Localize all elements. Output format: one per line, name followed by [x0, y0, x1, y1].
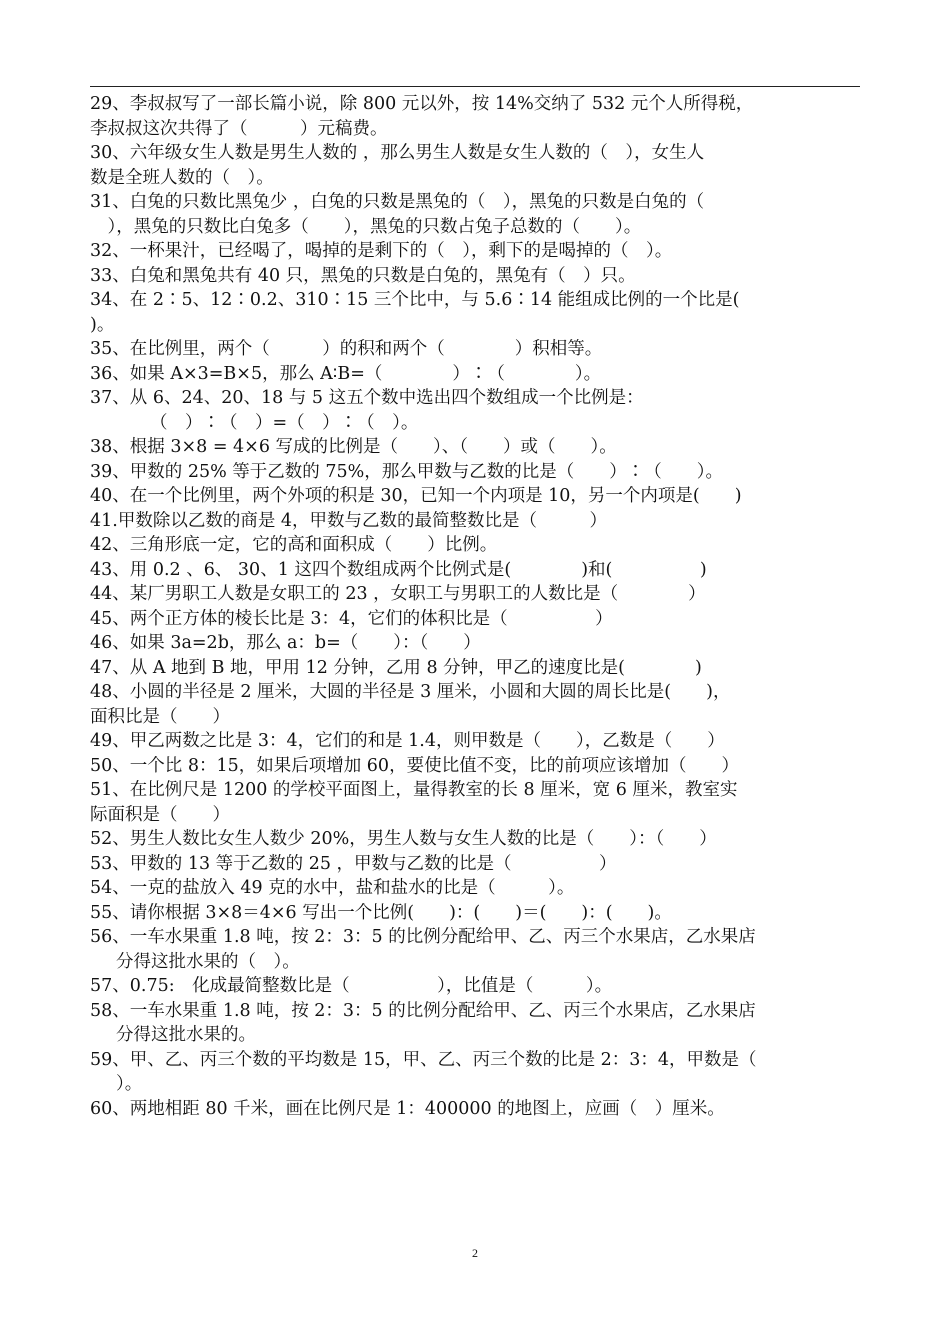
question-38: 38、根据 3×8 = 4×6 写成的比例是（ ）、（ ）或（ ）。 [90, 437, 617, 457]
header-rule [90, 86, 860, 87]
question-47: 47、从 A 地到 B 地，甲用 12 分钟，乙用 8 分钟，甲乙的速度比是( ) [90, 657, 702, 678]
question-46: 46、如果 3a=2b，那么 a：b=（ ）：（ ） [90, 633, 481, 653]
question-34: 34、在 2∶5、12∶0.2、310∶15 三个比中，与 5.6∶14 能组成比例的一个比是( )。 [90, 290, 740, 335]
question-45: 45、两个正方体的棱长比是 3：4，它们的体积比是（ ） [90, 608, 613, 629]
question-36: 36、如果 A×3=B×5，那么 A∶B=（ ）∶（ ）。 [90, 363, 602, 384]
question-55: 55、请你根据 3×8＝4×6 写出一个比例( )：( )＝( )：( )。 [90, 902, 672, 923]
question-51: 51、在比例尺是 1200 的学校平面图上，量得教室的长 8 厘米，宽 6 厘米，教室实 际面积是（ ） [90, 780, 738, 825]
question-list [90, 92, 865, 1121]
question-35: 35、在比例里，两个（ ）的积和两个（ ）积相等。 [90, 339, 603, 359]
question-32: 32、一杯果汁，已经喝了，喝掉的是剩下的（ ），剩下的是喝掉的（ ）。 [90, 241, 673, 261]
question-52: 52、男生人数比女生人数少 20%，男生人数与女生人数的比是（ ）：（ ） [90, 829, 717, 849]
question-50: 50、一个比 8：15，如果后项增加 60，要使比值不变，比的前项应该增加（ ） [90, 755, 740, 776]
question-54: 54、一克的盐放入 49 克的水中，盐和盐水的比是（ ）。 [90, 878, 575, 898]
question-44: 44、某厂男职工人数是女职工的 23 ，女职工与男职工的人数比是（ ） [90, 584, 706, 604]
question-58: 58、一车水果重 1.8 吨，按 2：3：5 的比例分配给甲、乙、丙三个水果店，乙水果店 分得这批水果的。 [90, 1000, 756, 1045]
question-33: 33、白兔和黑兔共有 40 只，黑兔的只数是白兔的，黑兔有（ ）只。 [90, 265, 636, 286]
question-57: 57、0.75: 化成最简整数比是（ ），比值是（ ）。 [90, 976, 613, 996]
question-60: 60、两地相距 80 千米，画在比例尺是 1：400000 的地图上，应画（ ）厘米。 [90, 1098, 725, 1119]
question-49: 49、甲乙两数之比是 3：4，它们的和是 1.4，则甲数是（ ），乙数是（ ） [90, 731, 725, 751]
question-29: 29、李叔叔写了一部长篇小说，除 800 元以外，按 14%交纳了 532 元个人所得税， 李叔叔这次共得了（ ）元稿费。 [90, 94, 754, 139]
question-43: 43、用 0.2 、6、 30、1 这四个数组成两个比例式是( )和( ) [90, 559, 707, 580]
question-37: 37、从 6、24、20、18 与 5 这五个数中选出四个数组成一个比例是： （ ）∶（ ）=（ ）∶（ ）。 [90, 388, 644, 433]
question-53: 53、甲数的 13 等于乙数的 25 ，甲数与乙数的比是（ ） [90, 853, 617, 874]
question-40: 40、在一个比例里，两个外项的积是 30，已知一个内项是 10，另一个内项是( ) [90, 486, 742, 506]
question-59: 59、甲、乙、丙三个数的平均数是 15，甲、乙、丙三个数的比是 2：3：4，甲数是（ ）。 [90, 1049, 757, 1094]
question-41: 41.甲数除以乙数的商是 4，甲数与乙数的最简整数比是（ ） [90, 510, 608, 531]
question-31: 31、白兔的只数比黑兔少 ，白兔的只数是黑兔的（ ），黑兔的只数是白兔的（ ），黑兔的只数比白兔多（ ），黑兔的只数占兔子总数的（ ）。 [90, 192, 705, 237]
page-number: 2 [472, 1246, 478, 1260]
question-30: 30、六年级女生人数是男生人数的 ，那么男生人数是女生人数的（ ），女生人 数是全班人数的（ ）。 [90, 143, 705, 188]
question-56: 56、一车水果重 1.8 吨，按 2：3：5 的比例分配给甲、乙、丙三个水果店，乙水果店 分得这批水果的（ ）。 [90, 927, 756, 972]
question-48: 48、小圆的半径是 2 厘米，大圆的半径是 3 厘米，小圆和大圆的周长比是( )， 面积比是（ ） [90, 682, 731, 727]
question-39: 39、甲数的 25% 等于乙数的 75%，那么甲数与乙数的比是（ ）∶（ ）。 [90, 461, 723, 482]
question-42: 42、三角形底一定，它的高和面积成（ ）比例。 [90, 535, 498, 555]
